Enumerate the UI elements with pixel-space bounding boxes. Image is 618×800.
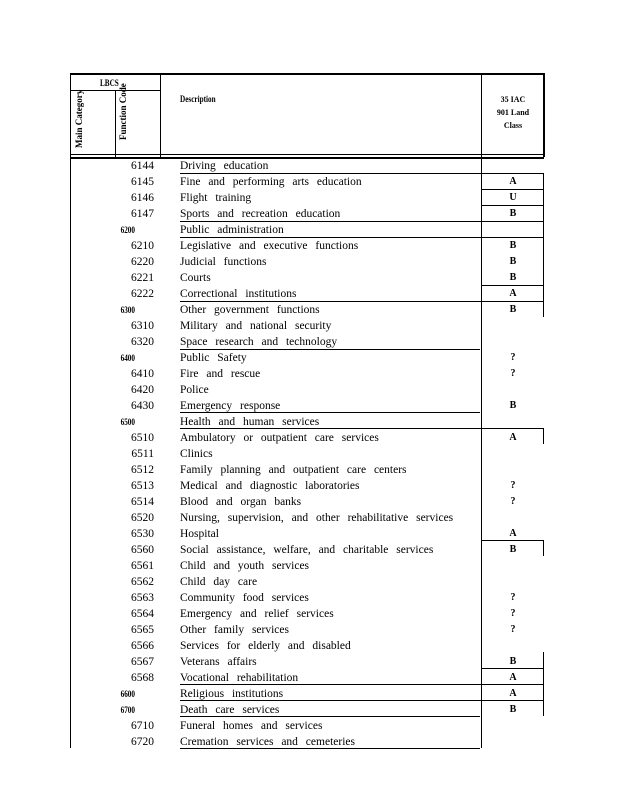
row-description: Family planning and outpatient care centers xyxy=(180,464,407,476)
table-row xyxy=(0,590,618,606)
row-description: Clinics xyxy=(180,448,213,460)
table-row xyxy=(0,638,618,654)
land-class-line-3: Class xyxy=(503,121,523,130)
function-code-header: Function Code xyxy=(118,83,128,140)
row-description: Death care services xyxy=(180,704,280,716)
table-row xyxy=(0,206,618,222)
row-description: Cremation services and cemeteries xyxy=(180,736,355,748)
function-code: 6147 xyxy=(131,208,154,220)
row-description: Public administration xyxy=(180,224,284,236)
table-row xyxy=(0,302,618,318)
land-class-line-2: 901 Land xyxy=(496,108,530,117)
function-code: 6514 xyxy=(131,496,154,508)
table-row xyxy=(0,510,618,526)
class-right-segment xyxy=(543,652,544,716)
land-class-value: B xyxy=(509,304,517,315)
row-divider xyxy=(180,221,544,222)
row-divider xyxy=(180,748,480,749)
function-code: 6562 xyxy=(131,576,154,588)
land-class-value: ? xyxy=(510,352,516,363)
row-divider xyxy=(180,428,544,429)
land-class-value: B xyxy=(509,400,517,411)
table-row xyxy=(0,286,618,302)
function-code: 6410 xyxy=(131,368,154,380)
land-class-value: ? xyxy=(510,480,516,491)
function-code: 6512 xyxy=(131,464,154,476)
table-row xyxy=(0,334,618,350)
land-class-value: B xyxy=(509,704,517,715)
row-divider xyxy=(180,412,480,413)
row-description: Blood and organ banks xyxy=(180,496,302,508)
category-code: 6500 xyxy=(120,417,135,427)
row-description: Fine and performing arts education xyxy=(180,176,362,188)
table-row xyxy=(0,622,618,638)
category-code: 6300 xyxy=(120,305,135,315)
category-code: 6200 xyxy=(120,225,135,235)
row-divider xyxy=(180,173,544,174)
land-class-value: A xyxy=(509,528,517,539)
land-class-value: ? xyxy=(510,592,516,603)
header-bottom-border xyxy=(70,154,544,155)
table-row xyxy=(0,190,618,206)
land-class-value: ? xyxy=(510,368,516,379)
land-class-value: A xyxy=(509,672,517,683)
row-description: Religious institutions xyxy=(180,688,284,700)
category-code: 6400 xyxy=(120,353,135,363)
lbcs-header: LBCS xyxy=(100,78,119,88)
row-description: Community food services xyxy=(180,592,309,604)
function-code: 6720 xyxy=(131,736,154,748)
row-description: Sports and recreation education xyxy=(180,208,341,220)
row-description: Vocational rehabilitation xyxy=(180,672,299,684)
function-code: 6320 xyxy=(131,336,154,348)
table-row xyxy=(0,158,618,174)
table-row xyxy=(0,478,618,494)
row-divider xyxy=(482,668,544,669)
land-class-value: A xyxy=(509,688,517,699)
row-description: Emergency and relief services xyxy=(180,608,334,620)
row-description: Veterans affairs xyxy=(180,656,257,668)
table-top-border xyxy=(70,73,544,75)
table-row xyxy=(0,446,618,462)
row-divider xyxy=(482,189,544,190)
function-code: 6561 xyxy=(131,560,154,572)
row-description: Funeral homes and services xyxy=(180,720,323,732)
description-divider xyxy=(160,73,161,157)
land-class-value: U xyxy=(509,192,517,203)
main-category-header: Main Category xyxy=(74,89,84,148)
table-row xyxy=(0,238,618,254)
land-class-value: A xyxy=(509,288,517,299)
function-code: 6520 xyxy=(131,512,154,524)
class-right-segment xyxy=(543,237,544,301)
land-class-header xyxy=(482,93,544,132)
row-divider xyxy=(180,301,544,302)
function-code: 6564 xyxy=(131,608,154,620)
table-row xyxy=(0,174,618,190)
row-divider xyxy=(482,205,544,206)
row-description: Driving education xyxy=(180,160,269,172)
function-code: 6210 xyxy=(131,240,154,252)
function-code: 6222 xyxy=(131,288,154,300)
row-description: Flight training xyxy=(180,192,252,204)
function-code: 6568 xyxy=(131,672,154,684)
function-code: 6144 xyxy=(131,160,154,172)
function-code: 6310 xyxy=(131,320,154,332)
row-description: Emergency response xyxy=(180,400,281,412)
row-description: Courts xyxy=(180,272,211,284)
row-description: Health and human services xyxy=(180,416,320,428)
function-code: 6710 xyxy=(131,720,154,732)
row-divider xyxy=(180,349,480,350)
land-class-value: B xyxy=(509,240,517,251)
table-row xyxy=(0,558,618,574)
row-description: Police xyxy=(180,384,209,396)
row-description: Legislative and executive functions xyxy=(180,240,359,252)
row-description: Hospital xyxy=(180,528,219,540)
function-code: 6563 xyxy=(131,592,154,604)
function-code: 6567 xyxy=(131,656,154,668)
table-row xyxy=(0,350,618,366)
function-code: 6566 xyxy=(131,640,154,652)
row-description: Nursing, supervision, and other rehabilitative services xyxy=(180,512,454,524)
land-class-value: A xyxy=(509,432,517,443)
row-description: Social assistance, welfare, and charitable services xyxy=(180,544,434,556)
row-divider xyxy=(180,237,544,238)
land-class-line-1: 35 IAC xyxy=(500,95,526,104)
function-code: 6511 xyxy=(131,448,154,460)
land-class-value: ? xyxy=(510,496,516,507)
category-code: 6700 xyxy=(120,705,135,715)
land-class-value: B xyxy=(509,272,517,283)
function-code: 6221 xyxy=(131,272,154,284)
land-class-value: B xyxy=(509,656,517,667)
table-row xyxy=(0,270,618,286)
row-description: Ambulatory or outpatient care services xyxy=(180,432,379,444)
function-code: 6513 xyxy=(131,480,154,492)
land-class-value: ? xyxy=(510,624,516,635)
row-description: Military and national security xyxy=(180,320,332,332)
row-divider xyxy=(482,285,544,286)
table-row xyxy=(0,462,618,478)
table-row xyxy=(0,542,618,558)
row-divider xyxy=(180,716,480,717)
class-right-segment xyxy=(543,540,544,556)
row-divider xyxy=(180,684,544,685)
table-row xyxy=(0,382,618,398)
table-row xyxy=(0,318,618,334)
row-description: Fire and rescue xyxy=(180,368,261,380)
row-description: Child day care xyxy=(180,576,258,588)
description-header: Description xyxy=(180,94,216,104)
table-row xyxy=(0,430,618,446)
row-description: Child and youth services xyxy=(180,560,310,572)
land-class-value: B xyxy=(509,256,517,267)
function-code: 6560 xyxy=(131,544,154,556)
category-code: 6600 xyxy=(120,689,135,699)
function-code: 6430 xyxy=(131,400,154,412)
function-code: 6530 xyxy=(131,528,154,540)
row-description: Other government functions xyxy=(180,304,320,316)
row-description: Judicial functions xyxy=(180,256,267,268)
function-code: 6510 xyxy=(131,432,154,444)
land-class-value: B xyxy=(509,208,517,219)
function-code: 6145 xyxy=(131,176,154,188)
row-divider xyxy=(180,700,544,701)
function-code-divider xyxy=(115,90,116,157)
land-class-value: ? xyxy=(510,608,516,619)
class-right-segment xyxy=(543,173,544,237)
land-class-value: A xyxy=(509,176,517,187)
class-right-segment xyxy=(543,301,544,317)
table-row xyxy=(0,718,618,734)
row-description: Medical and diagnostic laboratories xyxy=(180,480,360,492)
function-code: 6420 xyxy=(131,384,154,396)
table-row xyxy=(0,574,618,590)
row-description: Correctional institutions xyxy=(180,288,297,300)
table-row xyxy=(0,606,618,622)
land-class-value: B xyxy=(509,544,517,555)
row-description: Public Safety xyxy=(180,352,247,364)
row-description: Other family services xyxy=(180,624,289,636)
class-right-segment xyxy=(543,428,544,444)
table-row xyxy=(0,222,618,238)
row-description: Services for elderly and disabled xyxy=(180,640,351,652)
function-code: 6565 xyxy=(131,624,154,636)
table-row xyxy=(0,366,618,382)
function-code: 6220 xyxy=(131,256,154,268)
row-divider xyxy=(482,540,544,541)
table-row xyxy=(0,254,618,270)
function-code: 6146 xyxy=(131,192,154,204)
table-row xyxy=(0,494,618,510)
row-description: Space research and technology xyxy=(180,336,338,348)
